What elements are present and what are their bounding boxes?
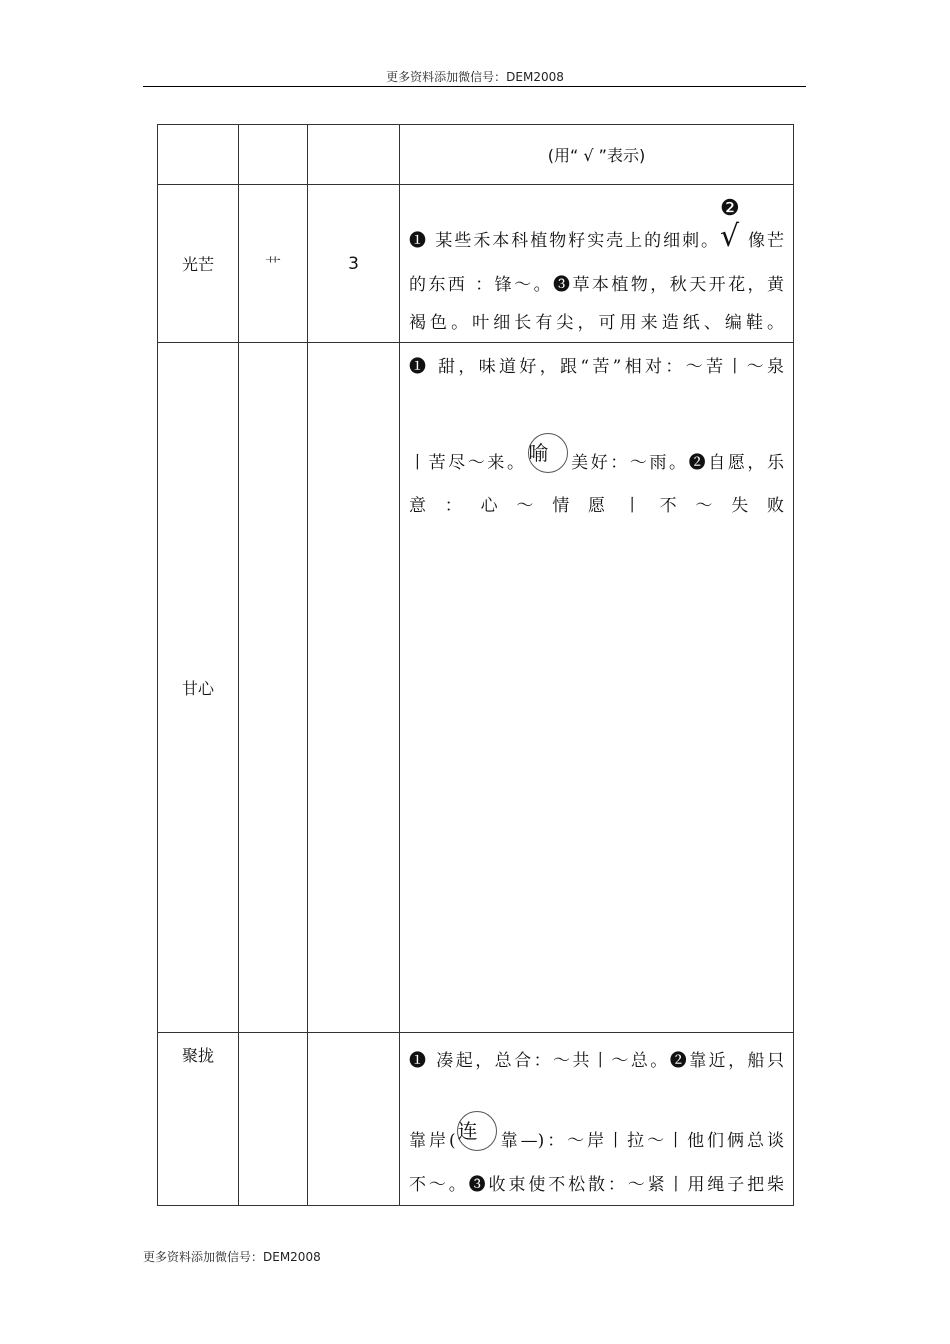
definition-cell — [400, 185, 794, 343]
word-cell: 光芒 — [158, 185, 239, 343]
page-footer-text: 更多资料添加微信号：DEM2008 — [143, 1250, 321, 1264]
metaphor-circle-mark: 喻 — [528, 433, 568, 473]
definition-text: 美好：～雨。❷自愿，乐 — [568, 453, 785, 473]
header-rule — [143, 86, 806, 87]
definition-line: 的东西 ：锋～。❸草本植物，秋天开花，黄 — [409, 274, 784, 295]
definition-line: 意 ： 心 ～ 情 愿 丨 不 ～ 失 败 — [409, 496, 784, 516]
header-cell-1 — [158, 125, 239, 185]
definition-line: ❶ 甜，味道好，跟“苦”相对：～苦丨～泉 — [409, 357, 784, 377]
stroke-count-cell — [308, 343, 400, 1033]
definition-text: ❶ 某些禾本科植物籽实壳上的细刺。 — [409, 230, 721, 251]
definition-text: 像芒 — [746, 230, 785, 251]
check-mark — [720, 195, 746, 266]
stroke-count-cell: 3 — [308, 185, 400, 343]
definition-line: ❶ 凑起，总合：～共丨～总。❷靠近，船只 — [409, 1051, 784, 1071]
header-cell-2 — [239, 125, 308, 185]
radical-cell — [239, 343, 308, 1033]
table-row — [158, 185, 794, 343]
definition-line — [409, 195, 785, 266]
table-header-row — [158, 125, 794, 185]
sense-number-mark: ❷ — [720, 195, 740, 221]
definition-text: 靠—)：～岸丨拉～丨他们俩总谈 — [497, 1131, 784, 1151]
stroke-count-cell — [308, 1033, 400, 1206]
definition-text: 靠岸( — [409, 1131, 456, 1151]
header-cell-3 — [308, 125, 400, 185]
definition-cell — [400, 343, 794, 1033]
definition-text: 丨苦尽～来。 — [409, 453, 527, 473]
table-row — [158, 343, 794, 1033]
vocabulary-table — [157, 124, 794, 1206]
definition-line — [409, 433, 784, 487]
radical-cell: 艹 — [239, 185, 308, 343]
word-cell: 聚拢 — [158, 1033, 239, 1206]
definition-line: 褐色。叶细长有尖，可用来造纸、编鞋。 — [409, 312, 784, 333]
page-header-text: 更多资料添加微信号：DEM2008 — [386, 70, 564, 84]
definition-cell — [400, 1033, 794, 1206]
definition-line — [409, 1111, 784, 1165]
definition-line: 不～。❸收束使不松散：～紧丨用绳子把柴 — [409, 1175, 784, 1195]
compound-circle-mark: 连 — [457, 1111, 497, 1151]
word-cell: 甘心 — [158, 343, 239, 1033]
check-mark-glyph: √ — [720, 218, 740, 254]
header-cell-mark-hint: (用“ √ ”表示) — [400, 125, 794, 185]
table-row — [158, 1033, 794, 1206]
radical-cell — [239, 1033, 308, 1206]
